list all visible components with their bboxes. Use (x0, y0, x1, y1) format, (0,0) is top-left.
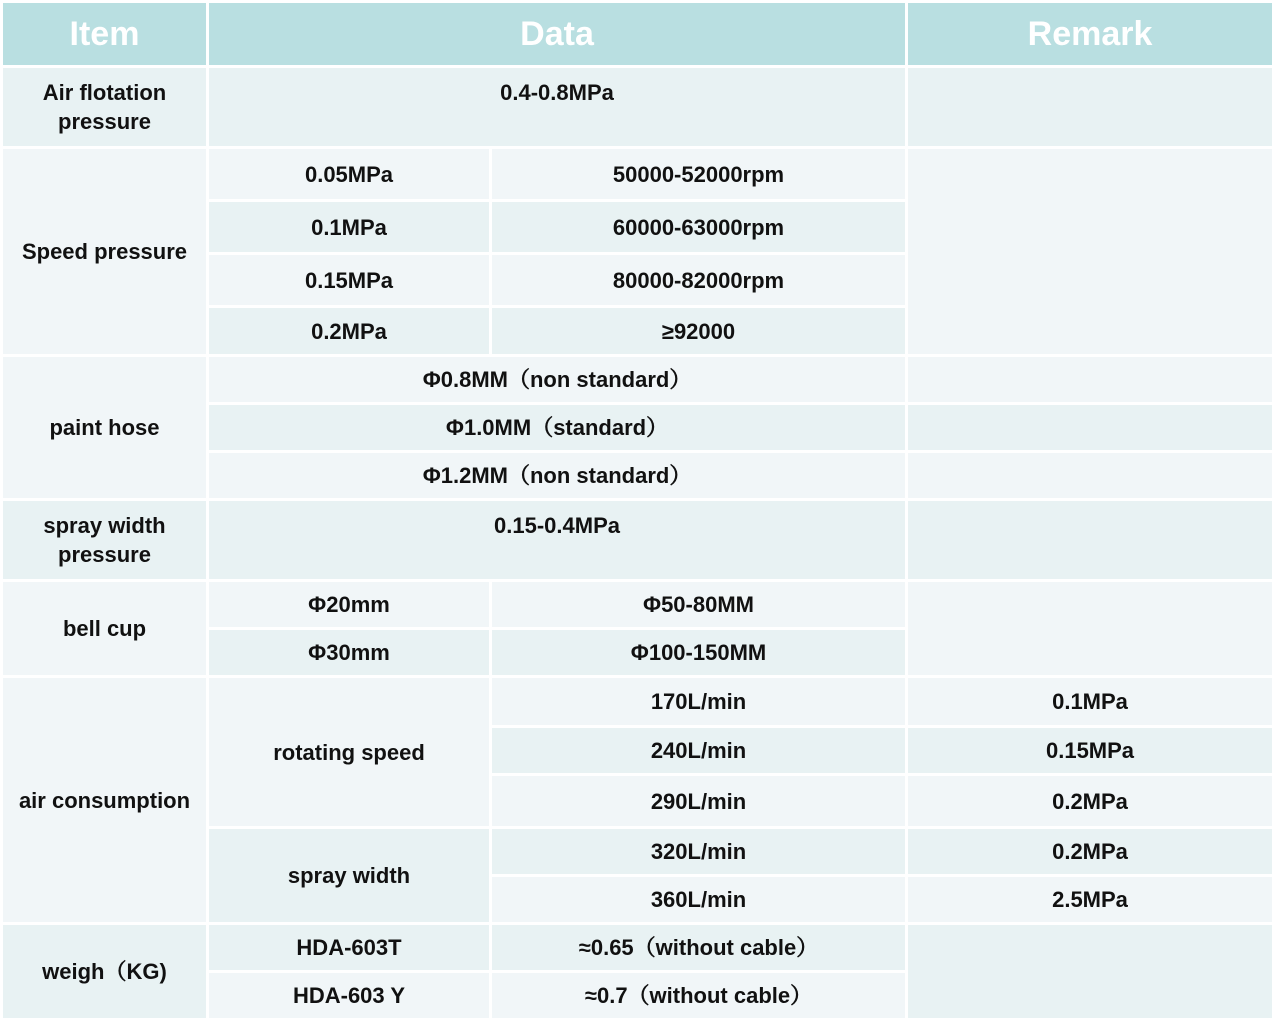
paint-hose-cell: Φ1.0MM（standard） (208, 404, 907, 452)
speed-rpm-cell: 60000-63000rpm (491, 201, 907, 254)
air-flow-cell: 320L/min (491, 828, 907, 876)
air-flow-cell: 290L/min (491, 775, 907, 828)
air-remark-cell: 0.2MPa (907, 828, 1272, 876)
paint-hose-cell: Φ1.2MM（non standard） (208, 452, 907, 500)
air-remark-cell: 0.1MPa (907, 677, 1272, 727)
weigh-model: HDA-603T (208, 924, 491, 972)
remark-cell (907, 500, 1272, 581)
speed-pressure-cell: 0.2MPa (208, 307, 491, 356)
air-remark-cell: 0.15MPa (907, 727, 1272, 775)
remark-cell (907, 356, 1272, 404)
speed-pressure-cell: 0.05MPa (208, 148, 491, 201)
bell-cup-size: Φ20mm (208, 581, 491, 629)
header-row (2, 2, 1272, 67)
header-remark: Remark (907, 2, 1272, 67)
bell-cup-size: Φ30mm (208, 629, 491, 677)
header-data: Data (208, 2, 907, 67)
air-flow-cell: 240L/min (491, 727, 907, 775)
spray-width-label: spray width (208, 828, 491, 924)
item-air-flotation: Air flotation pressure (2, 67, 208, 148)
bell-cup-range: Φ100-150MM (491, 629, 907, 677)
speed-pressure-cell: 0.15MPa (208, 254, 491, 307)
remark-cell (907, 581, 1272, 677)
spray-width-pressure-value: 0.15-0.4MPa (208, 500, 907, 581)
item-weigh: weigh（KG) (2, 924, 208, 1020)
weigh-value: ≈0.65（without cable） (491, 924, 907, 972)
air-remark-cell: 2.5MPa (907, 876, 1272, 924)
air-flow-cell: 360L/min (491, 876, 907, 924)
item-air-consumption: air consumption (2, 677, 208, 924)
weigh-value: ≈0.7（without cable） (491, 972, 907, 1020)
air-remark-cell: 0.2MPa (907, 775, 1272, 828)
item-spray-width-pressure: spray width pressure (2, 500, 208, 581)
remark-cell (907, 404, 1272, 452)
header-item: Item (2, 2, 208, 67)
remark-cell (907, 452, 1272, 500)
speed-pressure-cell: 0.1MPa (208, 201, 491, 254)
table-row (2, 148, 1272, 201)
table-row (2, 500, 1272, 581)
table-row (2, 581, 1272, 629)
air-flotation-value: 0.4-0.8MPa (208, 67, 907, 148)
remark-cell (907, 148, 1272, 356)
weigh-model: HDA-603 Y (208, 972, 491, 1020)
air-flow-cell: 170L/min (491, 677, 907, 727)
remark-cell (907, 924, 1272, 1020)
table-row (2, 356, 1272, 404)
paint-hose-cell: Φ0.8MM（non standard） (208, 356, 907, 404)
table-row (2, 67, 1272, 148)
speed-rpm-cell: 50000-52000rpm (491, 148, 907, 201)
item-speed-pressure: Speed pressure (2, 148, 208, 356)
speed-rpm-cell: 80000-82000rpm (491, 254, 907, 307)
speed-rpm-cell: ≥92000 (491, 307, 907, 356)
remark-cell (907, 67, 1272, 148)
table-row (2, 677, 1272, 727)
table-row (2, 924, 1272, 972)
item-paint-hose: paint hose (2, 356, 208, 500)
bell-cup-range: Φ50-80MM (491, 581, 907, 629)
rotating-speed-label: rotating speed (208, 677, 491, 828)
item-bell-cup: bell cup (2, 581, 208, 677)
